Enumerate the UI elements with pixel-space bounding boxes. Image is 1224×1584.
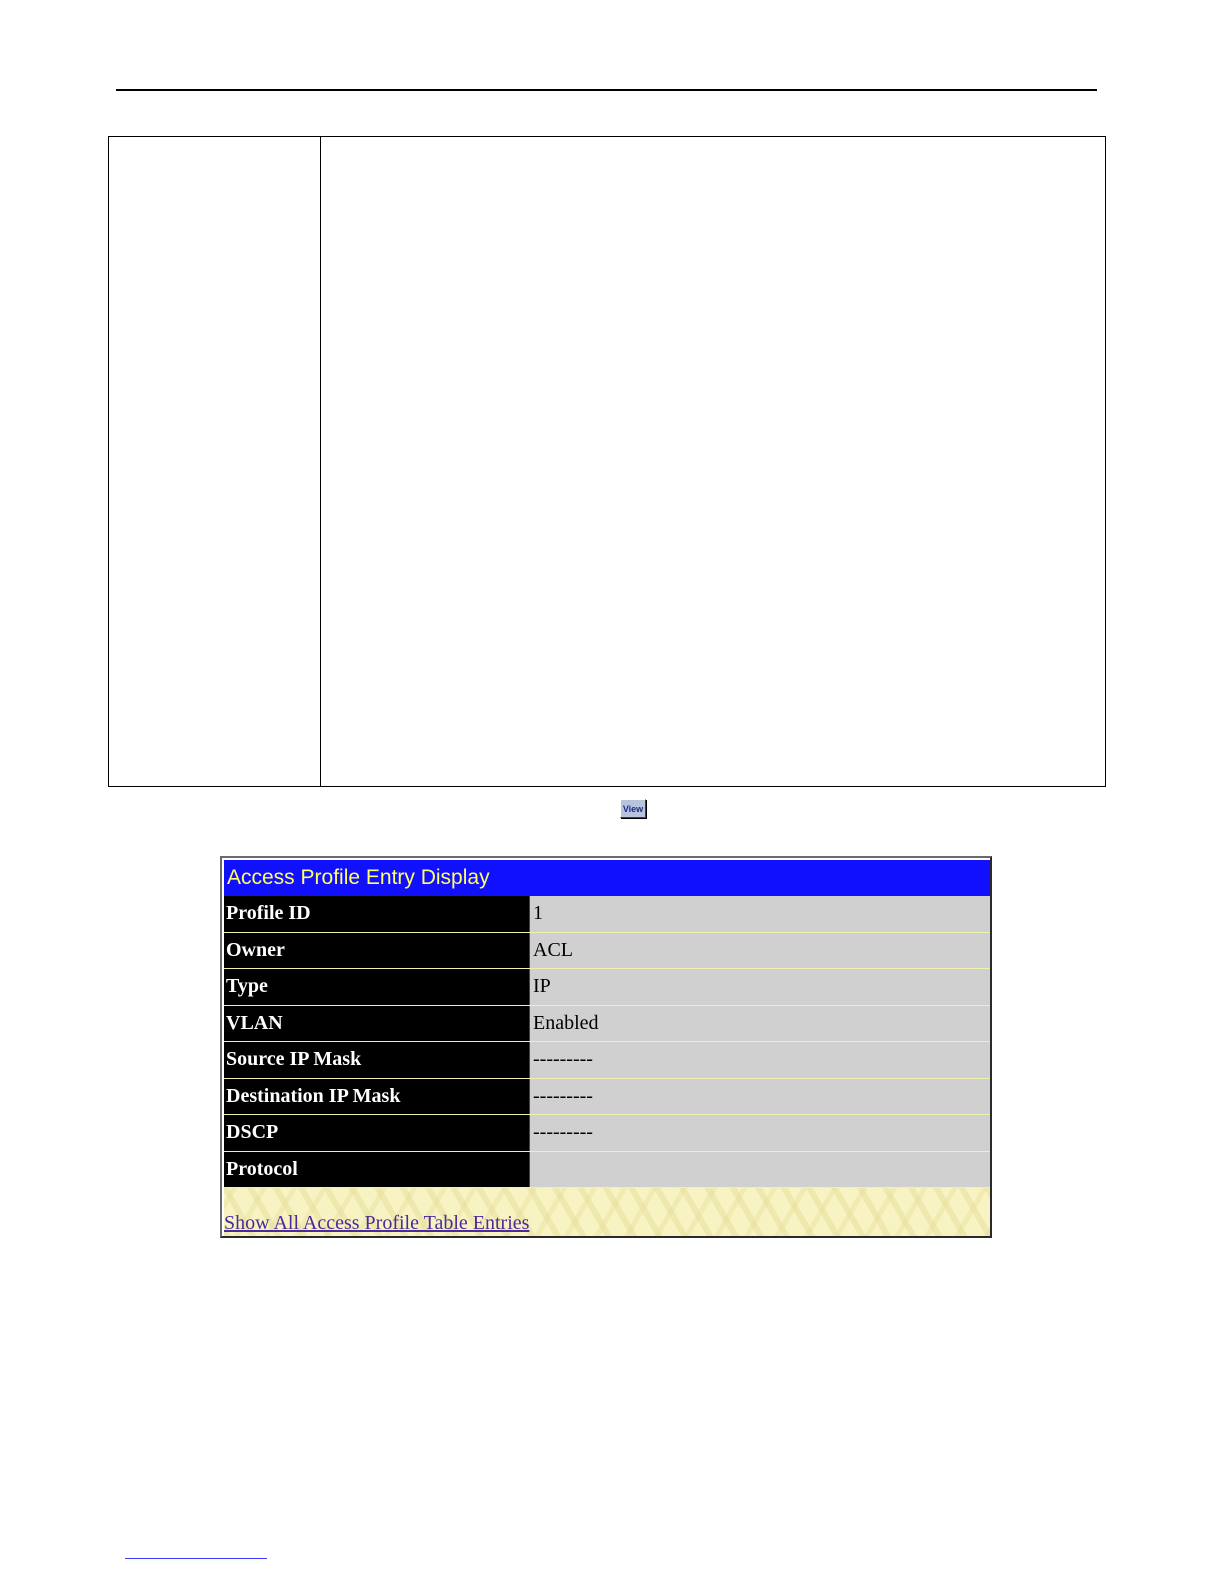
table-row-profile-id (224, 896, 990, 933)
table-column-divider (320, 137, 321, 786)
description-table (108, 136, 1106, 787)
row-value: Enabled (530, 1006, 990, 1042)
row-value: ACL (530, 933, 990, 969)
row-value (530, 1152, 990, 1188)
row-value: 1 (530, 896, 990, 932)
access-profile-entry-panel (220, 856, 992, 1238)
table-row-protocol (224, 1152, 990, 1189)
panel-title: Access Profile Entry Display (224, 860, 990, 896)
row-label: Protocol (224, 1152, 530, 1188)
header-rule (116, 89, 1097, 91)
table-row-destination-ip-mask (224, 1079, 990, 1116)
row-label: DSCP (224, 1115, 530, 1151)
row-label: Destination IP Mask (224, 1079, 530, 1115)
row-label: Owner (224, 933, 530, 969)
row-label: Type (224, 969, 530, 1005)
entry-table (224, 896, 990, 1188)
row-label: Source IP Mask (224, 1042, 530, 1078)
row-value: IP (530, 969, 990, 1005)
table-row-vlan (224, 1006, 990, 1043)
row-value: --------- (530, 1115, 990, 1151)
row-value: --------- (530, 1042, 990, 1078)
view-button[interactable]: View (620, 799, 646, 818)
row-label: VLAN (224, 1006, 530, 1042)
table-row-source-ip-mask (224, 1042, 990, 1079)
panel-footer (224, 1188, 990, 1236)
row-value: --------- (530, 1079, 990, 1115)
show-all-entries-link[interactable]: Show All Access Profile Table Entries (224, 1212, 530, 1234)
table-row-dscp (224, 1115, 990, 1152)
row-label: Profile ID (224, 896, 530, 932)
table-row-type (224, 969, 990, 1006)
footer-link-rule (125, 1558, 267, 1559)
table-row-owner (224, 933, 990, 970)
